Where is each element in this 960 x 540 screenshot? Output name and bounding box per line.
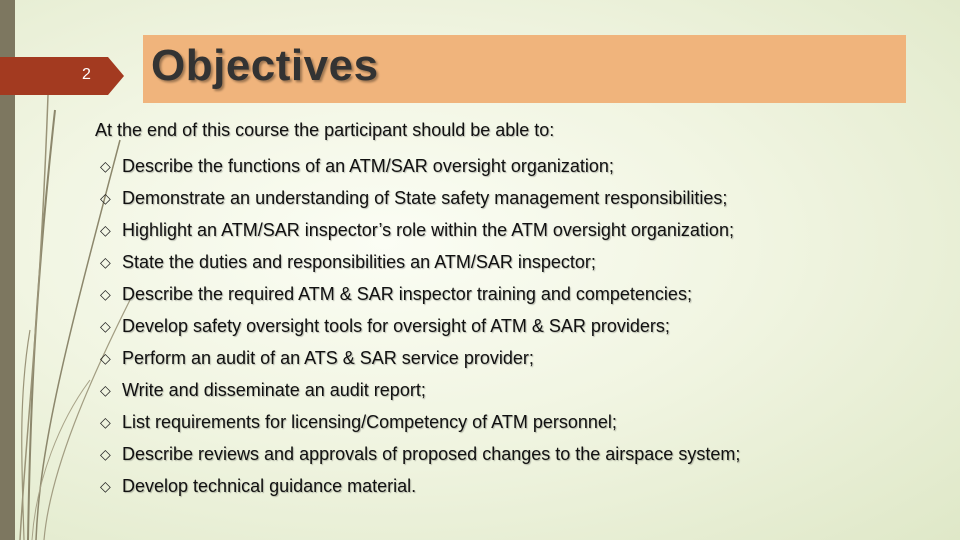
intro-text: At the end of this course the participant should be able to:	[95, 120, 555, 140]
objective-text: Write and disseminate an audit report;	[122, 379, 426, 400]
objective-text: List requirements for licensing/Competency of ATM personnel;	[122, 411, 617, 432]
objective-item	[100, 246, 740, 278]
slide-title: Objectives	[151, 41, 379, 90]
diamond-outline-icon: ◇	[100, 381, 111, 398]
diamond-outline-icon: ◇	[100, 349, 111, 366]
objective-list	[100, 150, 740, 502]
objective-item	[100, 150, 740, 182]
diamond-outline-icon: ◇	[100, 413, 111, 430]
objective-item	[100, 438, 740, 470]
diamond-outline-icon: ◇	[100, 317, 111, 334]
diamond-outline-icon: ◇	[100, 477, 111, 494]
objective-text: Develop technical guidance material.	[122, 475, 417, 496]
slide-number: 2	[82, 66, 91, 83]
objective-text: Describe reviews and approvals of proposed changes to the airspace system;	[122, 443, 741, 464]
objective-item	[100, 342, 740, 374]
objective-item	[100, 374, 740, 406]
objective-item	[100, 406, 740, 438]
objective-text: Highlight an ATM/SAR inspector’s role within the ATM oversight organization;	[122, 219, 734, 240]
objective-text: Describe the required ATM & SAR inspector training and competencies;	[122, 283, 692, 304]
objective-text: State the duties and responsibilities an ATM/SAR inspector;	[122, 251, 596, 272]
objective-text: Develop safety oversight tools for oversight of ATM & SAR providers;	[122, 315, 670, 336]
objective-item	[100, 278, 740, 310]
objective-item	[100, 310, 740, 342]
objective-text: Demonstrate an understanding of State safety management responsibilities;	[122, 187, 728, 208]
objective-text: Perform an audit of an ATS & SAR service provider;	[122, 347, 534, 368]
diamond-outline-icon: ◇	[100, 253, 111, 270]
diamond-outline-icon: ◇	[100, 189, 111, 206]
diamond-outline-icon: ◇	[100, 221, 111, 238]
objective-item	[100, 182, 740, 214]
diamond-outline-icon: ◇	[100, 445, 111, 462]
objective-text: Describe the functions of an ATM/SAR oversight organization;	[122, 155, 614, 176]
diamond-outline-icon: ◇	[100, 157, 111, 174]
title-band	[143, 35, 906, 103]
slide-number-tab	[0, 57, 125, 95]
objective-item	[100, 214, 740, 246]
objective-item	[100, 470, 740, 502]
diamond-outline-icon: ◇	[100, 285, 111, 302]
